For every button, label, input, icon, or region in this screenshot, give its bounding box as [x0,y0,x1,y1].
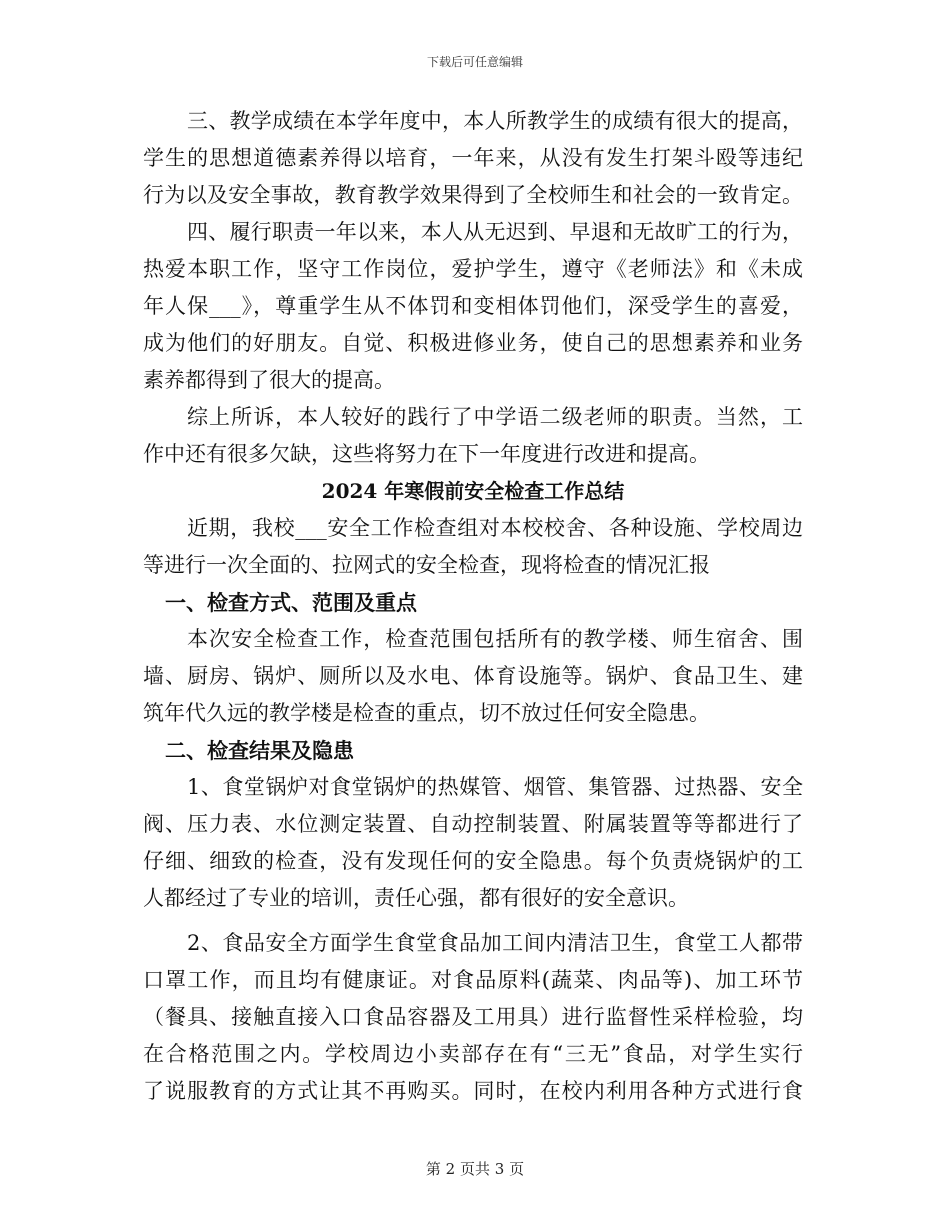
text-line: 仔细、细致的检查，没有发现任何的安全隐患。每个负责烧锅炉的工 [143,849,803,873]
paragraph-duties [143,214,803,399]
text-line: 等进行一次全面的、拉网式的安全检查，现将检查的情况汇报 [143,553,710,577]
paragraph-gap [143,917,803,925]
text-line: 作中还有很多欠缺，这些将努力在下一年度进行改进和提高。 [143,442,710,466]
paragraph-food-safety [143,925,803,1110]
text-line: 素养都得到了很大的提高。 [143,368,395,392]
text-line: 热爱本职工作，坚守工作岗位，爱护学生，遵守《老师法》和《未成 [143,257,803,281]
paragraph-teaching-results [143,103,803,214]
text-line: （餐具、接触直接入口食品容器及工用具）进行监督性采样检验，均 [143,1005,803,1029]
section-heading-results: 二、检查结果及隐患 [165,738,354,763]
text-line: 了说服教育的方式让其不再购买。同时，在校内利用各种方式进行食 [143,1079,803,1103]
paragraph-boiler [143,769,803,917]
text-line: 口罩工作，而且均有健康证。对食品原料(蔬菜、肉品等)、加工环节 [143,968,803,992]
paragraph-intro [143,510,803,584]
text-line: 四、履行职责一年以来，本人从无迟到、早退和无故旷工的行为， [187,220,803,244]
text-line: 1、食堂锅炉对食堂锅炉的热媒管、烟管、集管器、过热器、安全 [187,775,803,799]
text-line: 墙、厨房、锅炉、厕所以及水电、体育设施等。锅炉、食品卫生、建 [143,664,803,688]
text-line: 本次安全检查工作，检查范围包括所有的教学楼、师生宿舍、围 [187,627,803,651]
text-line: 在合格范围之内。学校周边小卖部存在有“三无”食品，对学生实行 [143,1042,803,1066]
document-body [143,103,803,1110]
text-line: 三、教学成绩在本学年度中，本人所教学生的成绩有很大的提高， [187,109,803,133]
text-line: 成为他们的好朋友。自觉、积极进修业务，使自己的思想素养和业务 [143,331,803,355]
text-line: 人都经过了专业的培训，责任心强，都有很好的安全意识。 [143,886,689,910]
text-line: 筑年代久远的教学楼是检查的重点，切不放过任何安全隐患。 [143,701,710,725]
text-line: 2、食品安全方面学生食堂食品加工间内清洁卫生，食堂工人都带 [187,931,803,955]
page-number: 第 2 页共 3 页 [425,1160,525,1178]
text-line: 行为以及安全事故，教育教学效果得到了全校师生和社会的一致肯定。 [143,183,803,207]
text-line: 学生的思想道德素养得以培育，一年来，从没有发生打架斗殴等违纪 [143,146,803,170]
document-title: 2024 年寒假前安全检查工作总结 [321,479,625,503]
text-line: 年人保___》，尊重学生从不体罚和变相体罚他们，深受学生的喜爱， [143,294,803,318]
text-line: 近期，我校___安全工作检查组对本校校舍、各种设施、学校周边 [187,516,803,540]
page-header-note: 下载后可任意编辑 [426,55,523,69]
paragraph-summary [143,399,803,473]
paragraph-scope [143,621,803,732]
text-line: 阀、压力表、水位测定装置、自动控制装置、附属装置等等都进行了 [143,812,803,836]
text-line: 综上所诉，本人较好的践行了中学语二级老师的职责。当然，工 [187,405,803,429]
section-heading-scope: 一、检查方式、范围及重点 [165,590,417,615]
